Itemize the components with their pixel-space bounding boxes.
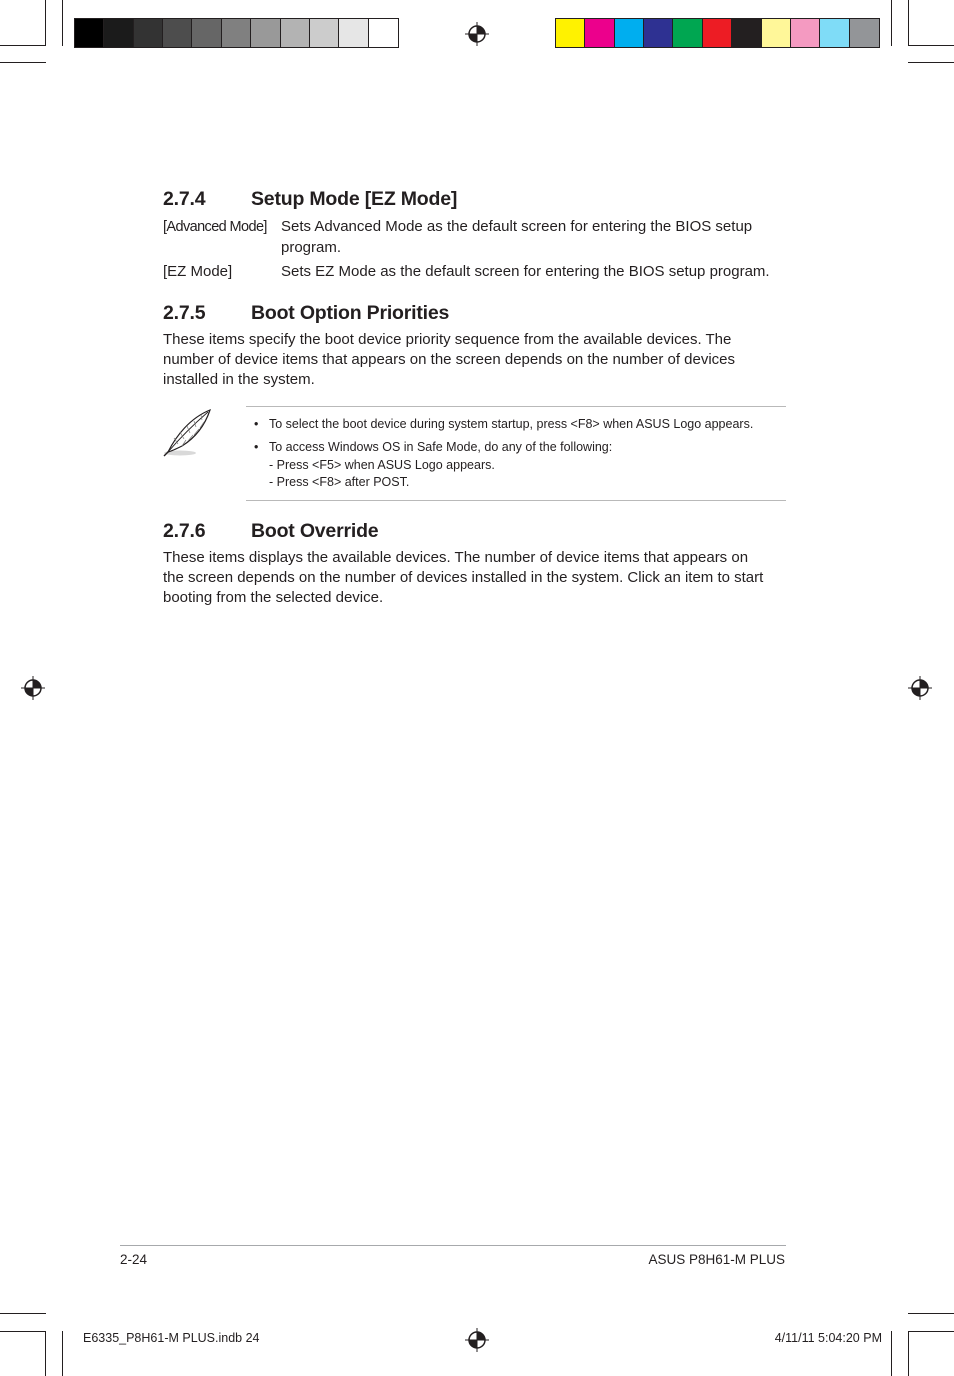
grayscale-color-bar bbox=[74, 18, 399, 48]
section-number: 2.7.6 bbox=[163, 520, 206, 542]
note-top-rule bbox=[246, 406, 786, 407]
footer-rule bbox=[120, 1245, 786, 1246]
color-swatch bbox=[222, 19, 251, 47]
color-swatch bbox=[820, 19, 849, 47]
slug-date: 4/11/11 5:04:20 PM bbox=[774, 1331, 882, 1345]
color-swatch bbox=[310, 19, 339, 47]
note-bullet: • bbox=[254, 417, 259, 431]
registration-mark-icon bbox=[908, 676, 932, 700]
product-name: ASUS P8H61-M PLUS bbox=[648, 1252, 785, 1267]
option-term-ez-mode: [EZ Mode] bbox=[163, 263, 233, 280]
color-swatch bbox=[703, 19, 732, 47]
slug-filename: E6335_P8H61-M PLUS.indb 24 bbox=[83, 1331, 260, 1345]
section-title: Boot Option Priorities bbox=[251, 302, 450, 324]
section-heading-boot-option-priorities bbox=[163, 302, 763, 326]
note-bullet: • bbox=[254, 440, 259, 454]
color-swatch bbox=[163, 19, 192, 47]
option-term-advanced-mode: [Advanced Mode] bbox=[163, 219, 267, 235]
section-number: 2.7.5 bbox=[163, 302, 206, 324]
color-swatch bbox=[556, 19, 585, 47]
quill-pen-note-icon bbox=[160, 406, 214, 458]
section-title: Boot Override bbox=[251, 520, 379, 542]
option-desc-line: Sets EZ Mode as the default screen for entering the BIOS setup program. bbox=[281, 263, 770, 280]
section-heading-boot-override bbox=[163, 520, 763, 544]
color-swatch bbox=[615, 19, 644, 47]
color-swatch bbox=[585, 19, 614, 47]
color-swatch bbox=[369, 19, 398, 47]
color-swatch bbox=[850, 19, 879, 47]
option-desc-line: program. bbox=[281, 239, 342, 256]
process-color-bar bbox=[555, 18, 880, 48]
color-swatch bbox=[732, 19, 761, 47]
note-line: - Press <F8> after POST. bbox=[269, 475, 410, 489]
paragraph-line: the screen depends on the number of devices installed in the system. Click an item to start bbox=[163, 569, 764, 586]
page-number: 2-24 bbox=[120, 1252, 148, 1267]
note-bottom-rule bbox=[246, 500, 786, 501]
registration-mark-icon bbox=[21, 676, 45, 700]
section-number: 2.7.4 bbox=[163, 188, 206, 210]
color-swatch bbox=[791, 19, 820, 47]
section-heading-setup-mode bbox=[163, 188, 763, 212]
color-swatch bbox=[104, 19, 133, 47]
note-line: To select the boot device during system startup, press <F8> when ASUS Logo appears. bbox=[269, 417, 754, 431]
paragraph-line: installed in the system. bbox=[163, 371, 315, 388]
paragraph-line: These items displays the available devices. The number of device items that appears on bbox=[163, 549, 749, 566]
note-line: - Press <F5> when ASUS Logo appears. bbox=[269, 458, 495, 472]
color-swatch bbox=[251, 19, 280, 47]
color-swatch bbox=[134, 19, 163, 47]
color-swatch bbox=[644, 19, 673, 47]
color-swatch bbox=[339, 19, 368, 47]
color-swatch bbox=[192, 19, 221, 47]
section-title: Setup Mode [EZ Mode] bbox=[251, 188, 458, 210]
paragraph-line: These items specify the boot device priority sequence from the available devices. The bbox=[163, 331, 732, 348]
color-swatch bbox=[762, 19, 791, 47]
option-desc-line: Sets Advanced Mode as the default screen for entering the BIOS setup bbox=[281, 218, 753, 235]
color-swatch bbox=[75, 19, 104, 47]
color-swatch bbox=[281, 19, 310, 47]
registration-mark-icon bbox=[465, 22, 489, 46]
color-swatch bbox=[673, 19, 702, 47]
registration-mark-icon bbox=[465, 1328, 489, 1352]
note-line: To access Windows OS in Safe Mode, do any of the following: bbox=[269, 440, 613, 454]
paragraph-line: number of device items that appears on the screen depends on the number of devices bbox=[163, 351, 736, 368]
paragraph-line: booting from the selected device. bbox=[163, 589, 384, 606]
